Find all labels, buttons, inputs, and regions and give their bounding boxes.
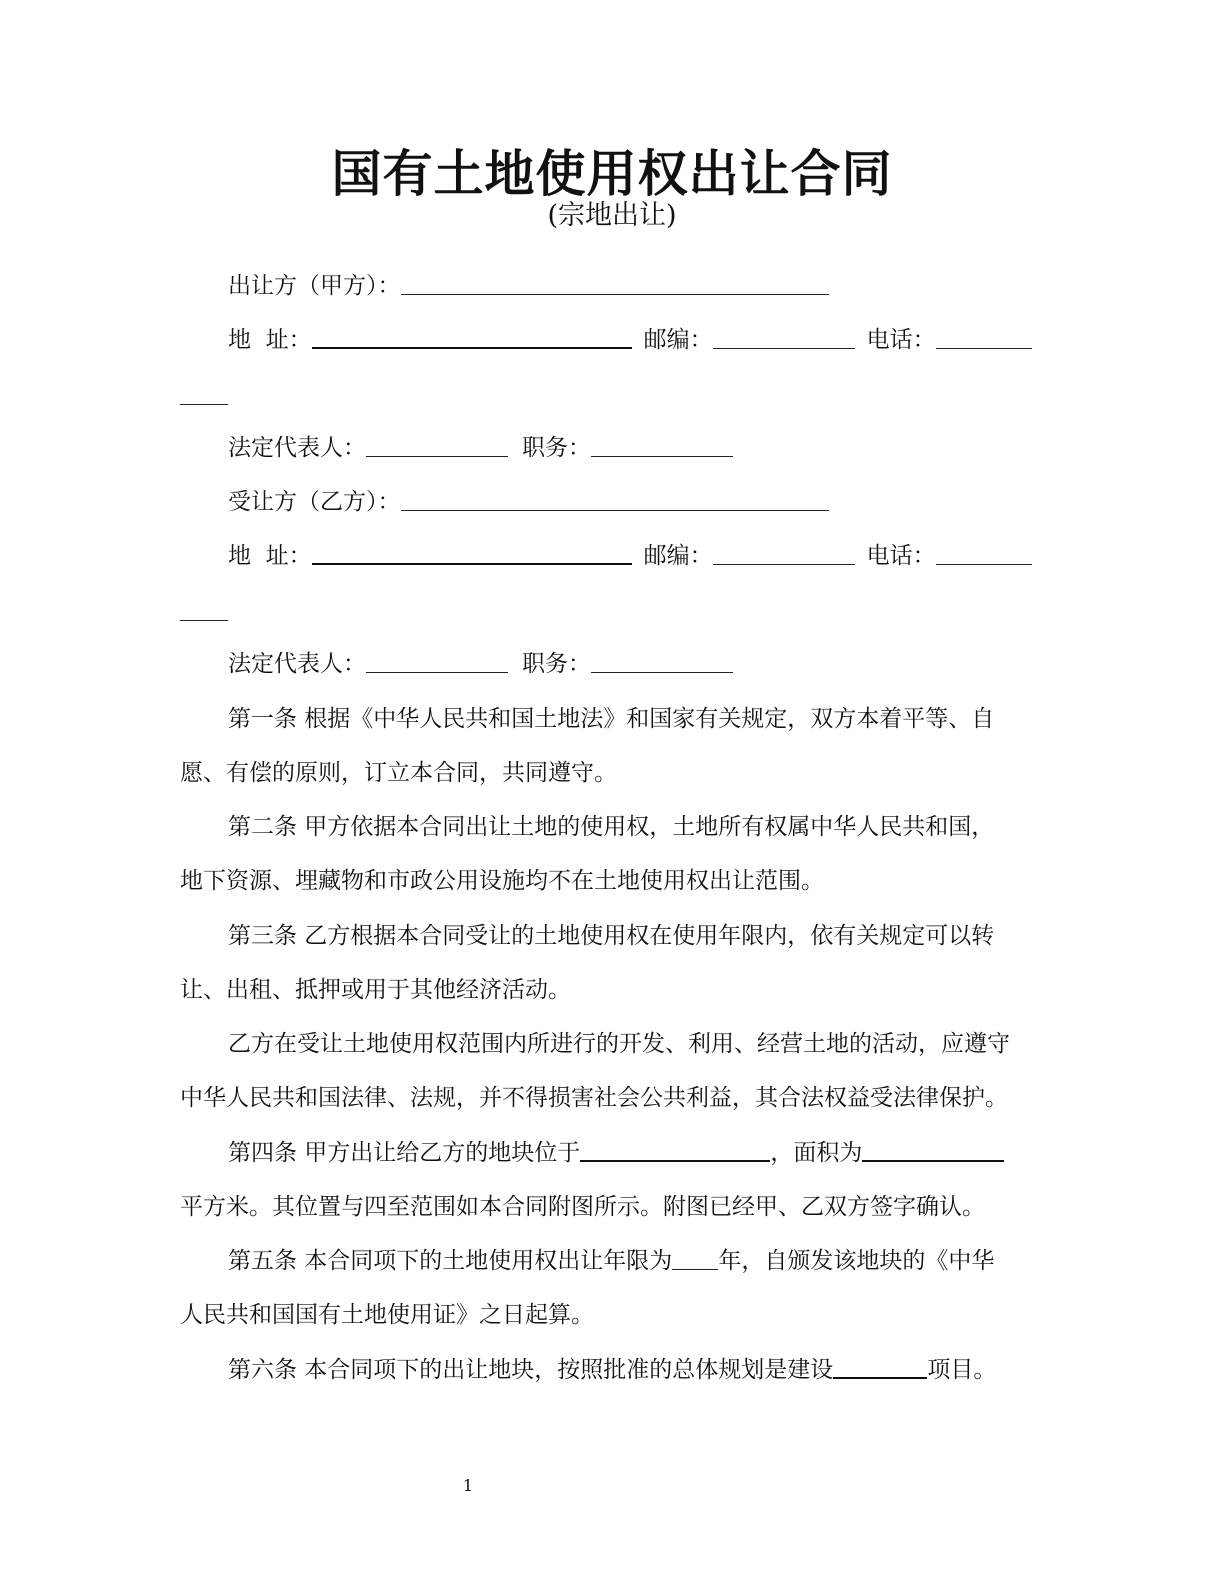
party-a-label: 出让方（甲方）：	[228, 273, 401, 299]
article-5-text-2: 年，自颁发该地块的《中华	[718, 1248, 995, 1274]
phone-label: 电话：	[866, 543, 936, 569]
party-b-phone-continuation	[180, 596, 228, 628]
location-blank	[580, 1159, 770, 1162]
party-b-blank	[401, 509, 829, 511]
party-a-blank	[401, 293, 829, 295]
phone-blank-continued	[180, 619, 228, 621]
article-2-line-1: 第二条 甲方依据本合同出让土地的使用权，土地所有权属中华人民共和国，	[228, 814, 995, 840]
article-3-line-2: 让、出租、抵押或用于其他经济活动。	[180, 977, 571, 1003]
position-blank	[591, 671, 733, 673]
article-5-line-1	[228, 1245, 994, 1277]
phone-label: 电话：	[866, 327, 936, 353]
position-label: 职务：	[522, 435, 591, 461]
phone-blank	[936, 347, 1032, 349]
party-a-rep-line	[228, 432, 733, 464]
article-3b-line-2: 中华人民共和国法律、法规，并不得损害社会公共利益，其合法权益受法律保护。	[180, 1085, 1008, 1111]
article-6-text-1: 第六条 本合同项下的出让地块，按照批准的总体规划是建设	[228, 1357, 834, 1383]
address-label: 地 址：	[228, 543, 312, 569]
document-title: 国有土地使用权出让合同	[331, 145, 893, 203]
postcode-blank	[713, 563, 855, 565]
phone-blank-continued	[180, 403, 228, 405]
legal-rep-label: 法定代表人：	[228, 435, 366, 461]
article-4-line-1	[228, 1137, 1004, 1169]
article-3b-line-1: 乙方在受让土地使用权范围内所进行的开发、利用、经营土地的活动，应遵守	[228, 1031, 1010, 1057]
address-label: 地 址：	[228, 327, 312, 353]
page-number: 1	[462, 1476, 474, 1495]
address-blank	[312, 346, 632, 349]
article-1-line-2: 愿、有偿的原则，订立本合同，共同遵守。	[180, 760, 617, 786]
article-2-line-2: 地下资源、埋藏物和市政公用设施均不在土地使用权出让范围。	[180, 868, 824, 894]
party-b-line	[228, 486, 829, 518]
area-blank	[862, 1159, 1004, 1162]
postcode-label: 邮编：	[643, 327, 713, 353]
party-b-label: 受让方（乙方）：	[228, 489, 401, 515]
project-blank	[833, 1376, 927, 1379]
article-4-line-2: 平方米。其位置与四至范围如本合同附图所示。附图已经甲、乙双方签字确认。	[180, 1194, 985, 1220]
years-blank	[672, 1268, 718, 1270]
position-label: 职务：	[522, 651, 591, 677]
legal-rep-label: 法定代表人：	[228, 651, 366, 677]
party-a-line	[228, 270, 829, 302]
document-subtitle: (宗地出让)	[547, 200, 677, 231]
party-b-address-line	[228, 540, 1032, 572]
article-5-text-1: 第五条 本合同项下的土地使用权出让年限为	[228, 1248, 673, 1274]
party-b-rep-line	[228, 648, 733, 680]
postcode-blank	[713, 347, 855, 349]
article-3-line-1: 第三条 乙方根据本合同受让的土地使用权在使用年限内，依有关规定可以转	[228, 923, 995, 949]
legal-rep-blank	[366, 671, 508, 673]
article-4-text-1: 第四条 甲方出让给乙方的地块位于	[228, 1140, 581, 1166]
postcode-label: 邮编：	[643, 543, 713, 569]
phone-blank	[936, 563, 1032, 565]
article-1-line-1: 第一条 根据《中华人民共和国土地法》和国家有关规定，双方本着平等、自	[228, 706, 995, 732]
article-5-line-2: 人民共和国国有土地使用证》之日起算。	[180, 1302, 594, 1328]
article-6-line-1	[228, 1354, 996, 1386]
position-blank	[591, 455, 733, 457]
party-a-phone-continuation	[180, 380, 228, 412]
article-4-text-2: ，面积为	[770, 1140, 863, 1166]
party-a-address-line	[228, 324, 1032, 356]
address-blank	[312, 562, 632, 565]
legal-rep-blank	[366, 455, 508, 457]
article-6-text-2: 项目。	[927, 1357, 997, 1383]
